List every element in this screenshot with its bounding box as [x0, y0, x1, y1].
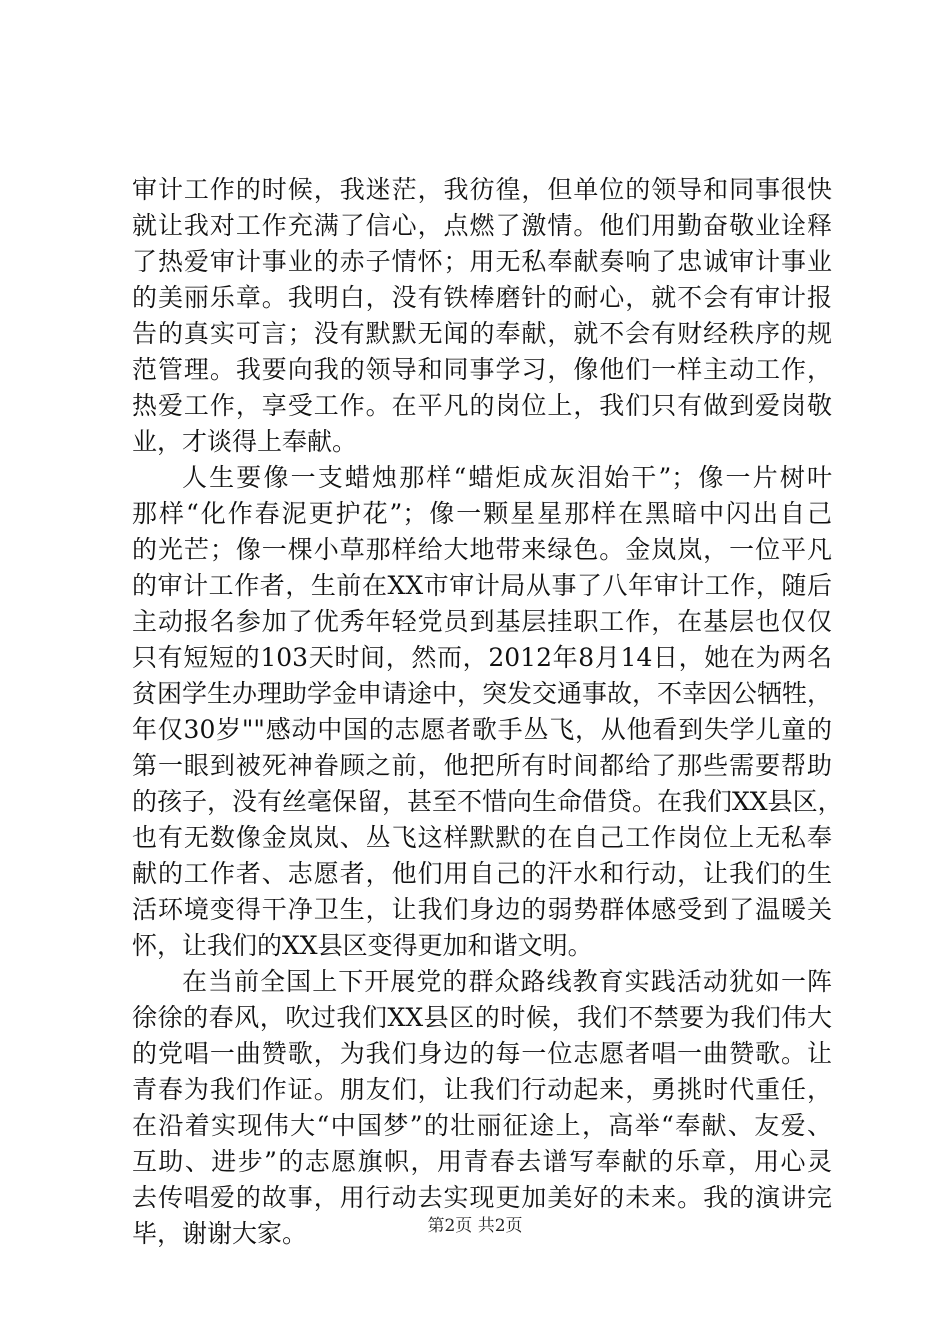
text-line: 热爱工作，享受工作。在平凡的岗位上，我们只有做到爱岗敬 — [132, 391, 832, 420]
text-line: 的审计工作者，生前在XX市审计局从事了八年审计工作，随后 — [132, 571, 832, 600]
text-line: 年仅30岁""感动中国的志愿者歌手丛飞，从他看到失学儿童的 — [132, 715, 832, 744]
text-line: 贫困学生办理助学金申请途中，突发交通事故，不幸因公牺牲， — [132, 679, 833, 708]
text-line: 毕，谢谢大家。 — [132, 1219, 308, 1248]
text-line: 也有无数像金岚岚、丛飞这样默默的在自己工作岗位上无私奉 — [132, 823, 832, 852]
document-body — [132, 172, 843, 1252]
text-line: 怀，让我们的XX县区变得更加和谐文明。 — [132, 931, 593, 960]
text-line: 的党唱一曲赞歌，为我们身边的每一位志愿者唱一曲赞歌。让 — [132, 1039, 832, 1068]
text-line: 那样“化作春泥更护花”；像一颗星星那样在黑暗中闪出自己 — [132, 499, 832, 528]
text-line: 活环境变得干净卫生，让我们身边的弱势群体感受到了温暖关 — [132, 895, 832, 924]
text-line: 在沿着实现伟大“中国梦”的壮丽征途上，高举“奉献、友爱、 — [132, 1111, 832, 1140]
text-line: 就让我对工作充满了信心，点燃了激情。他们用勤奋敬业诠释 — [132, 211, 832, 240]
text-line: 献的工作者、志愿者，他们用自己的汗水和行动，让我们的生 — [132, 859, 832, 888]
text-line: 主动报名参加了优秀年轻党员到基层挂职工作，在基层也仅仅 — [132, 607, 832, 636]
text-line: 的美丽乐章。我明白，没有铁棒磨针的耐心，就不会有审计报 — [132, 283, 832, 312]
text-line: 只有短短的103天时间，然而，2012年8月14日，她在为两名 — [132, 643, 832, 672]
text-line: 人生要像一支蜡烛那样“蜡炬成灰泪始干”；像一片树叶 — [182, 463, 832, 492]
text-line: 去传唱爱的故事，用行动去实现更加美好的未来。我的演讲完 — [132, 1183, 832, 1212]
text-line: 的光芒；像一棵小草那样给大地带来绿色。金岚岚，一位平凡 — [132, 535, 832, 564]
text-line: 的孩子，没有丝毫保留，甚至不惜向生命借贷。在我们XX县区， — [132, 787, 843, 816]
text-line: 审计工作的时候，我迷茫，我彷徨，但单位的领导和同事很快 — [132, 175, 832, 204]
text-line: 业，才谈得上奉献。 — [132, 427, 358, 456]
text-line: 青春为我们作证。朋友们，让我们行动起来，勇挑时代重任， — [132, 1075, 832, 1104]
text-line: 在当前全国上下开展党的群众路线教育实践活动犹如一阵 — [182, 967, 832, 996]
page-footer: 第2页 共2页 — [427, 1216, 523, 1236]
text-line: 第一眼到被死神眷顾之前，他把所有时间都给了那些需要帮助 — [132, 751, 832, 780]
text-line: 了热爱审计事业的赤子情怀；用无私奉献奏响了忠诚审计事业 — [132, 247, 832, 276]
text-line: 互助、进步”的志愿旗帜，用青春去谱写奉献的乐章，用心灵 — [132, 1147, 832, 1176]
text-line: 范管理。我要向我的领导和同事学习，像他们一样主动工作， — [132, 355, 832, 384]
text-line: 告的真实可言；没有默默无闻的奉献，就不会有财经秩序的规 — [132, 319, 832, 348]
text-line: 徐徐的春风，吹过我们XX县区的时候，我们不禁要为我们伟大 — [132, 1003, 832, 1032]
